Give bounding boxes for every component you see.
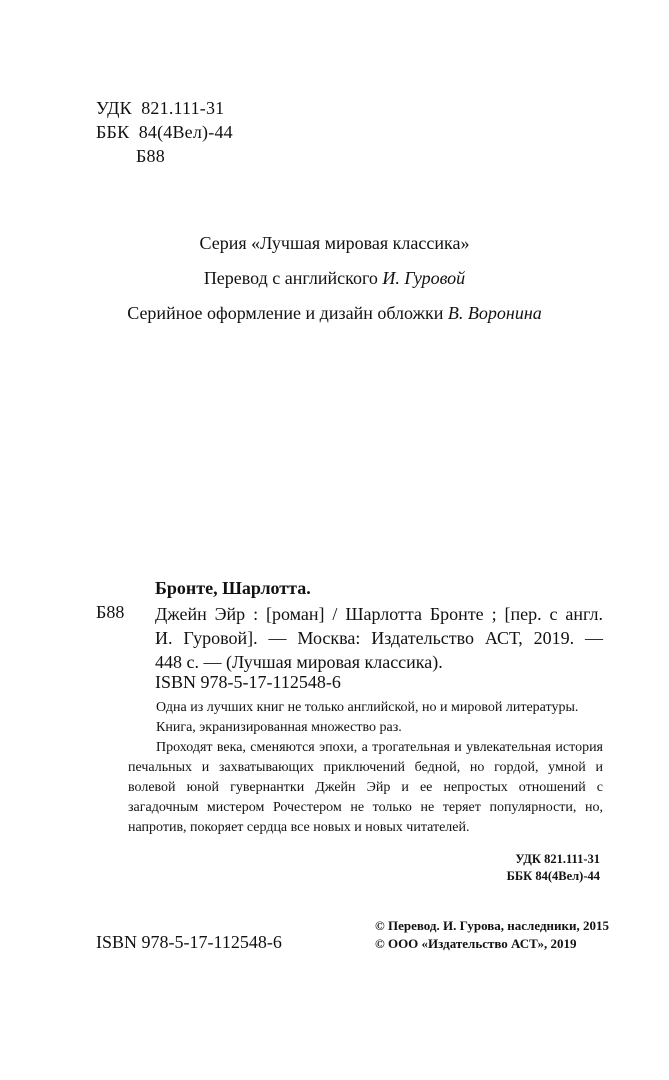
description-line: Джейн Эйр : [роман] / Шарлотта Бронте ; [пер. с англ. <box>155 604 603 624</box>
translator-name: И. Гуровой <box>382 268 466 288</box>
bbk-value: 84(4Вел)-44 <box>138 122 233 142</box>
author-mark: Б88 <box>96 602 125 622</box>
annotation-paragraph: Книга, экранизированная множество раз. <box>156 720 402 735</box>
annotation-paragraph: Проходят века, сменяются эпохи, а трогательная и увлекательная история печальных и захватывающих приключений бедной, но гордой, умной и волевой юной гувернантки Джейн Эйр и ее непростых отношений с загадочным мистером Рочестером не только не теряет популярности, но, напротив, покоряет сердца все новых и новых читателей. <box>128 740 603 835</box>
translation-prefix: Перевод с английского <box>203 268 378 288</box>
bbk-bottom: ББК 84(4Вел)-44 <box>506 869 600 883</box>
bbk-line <box>96 122 233 143</box>
annotation <box>128 698 603 838</box>
udk-label: УДК <box>96 98 132 118</box>
bibliographic-description <box>155 602 603 674</box>
designer-name: В. Воронина <box>447 303 542 323</box>
isbn-footer: ISBN 978-5-17-112548-6 <box>96 932 282 952</box>
translation-line <box>0 268 669 289</box>
author-heading: Бронте, Шарлотта. <box>155 578 311 598</box>
bbk-label: ББК <box>96 122 130 142</box>
description-line: 448 с. — (Лучшая мировая классика). <box>155 652 443 672</box>
author-mark-top: Б88 <box>136 146 165 166</box>
udk-value: 821.111-31 <box>141 98 225 118</box>
udk-bottom: УДК 821.111-31 <box>515 852 600 866</box>
isbn-record: ISBN 978-5-17-112548-6 <box>155 672 341 692</box>
design-prefix: Серийное оформление и дизайн обложки <box>127 303 444 323</box>
annotation-paragraph: Одна из лучших книг не только английской, но и мировой литературы. <box>156 700 579 715</box>
series-line: Серия «Лучшая мировая классика» <box>199 233 470 253</box>
copyright-line: © ООО «Издательство АСТ», 2019 <box>375 936 577 951</box>
udk-line <box>96 98 224 119</box>
design-line <box>0 303 669 324</box>
copyright-line: © Перевод. И. Гурова, наследники, 2015 <box>375 918 609 933</box>
description-line: И. Гуровой]. — Москва: Издательство АСТ, 2019. — <box>155 628 603 648</box>
